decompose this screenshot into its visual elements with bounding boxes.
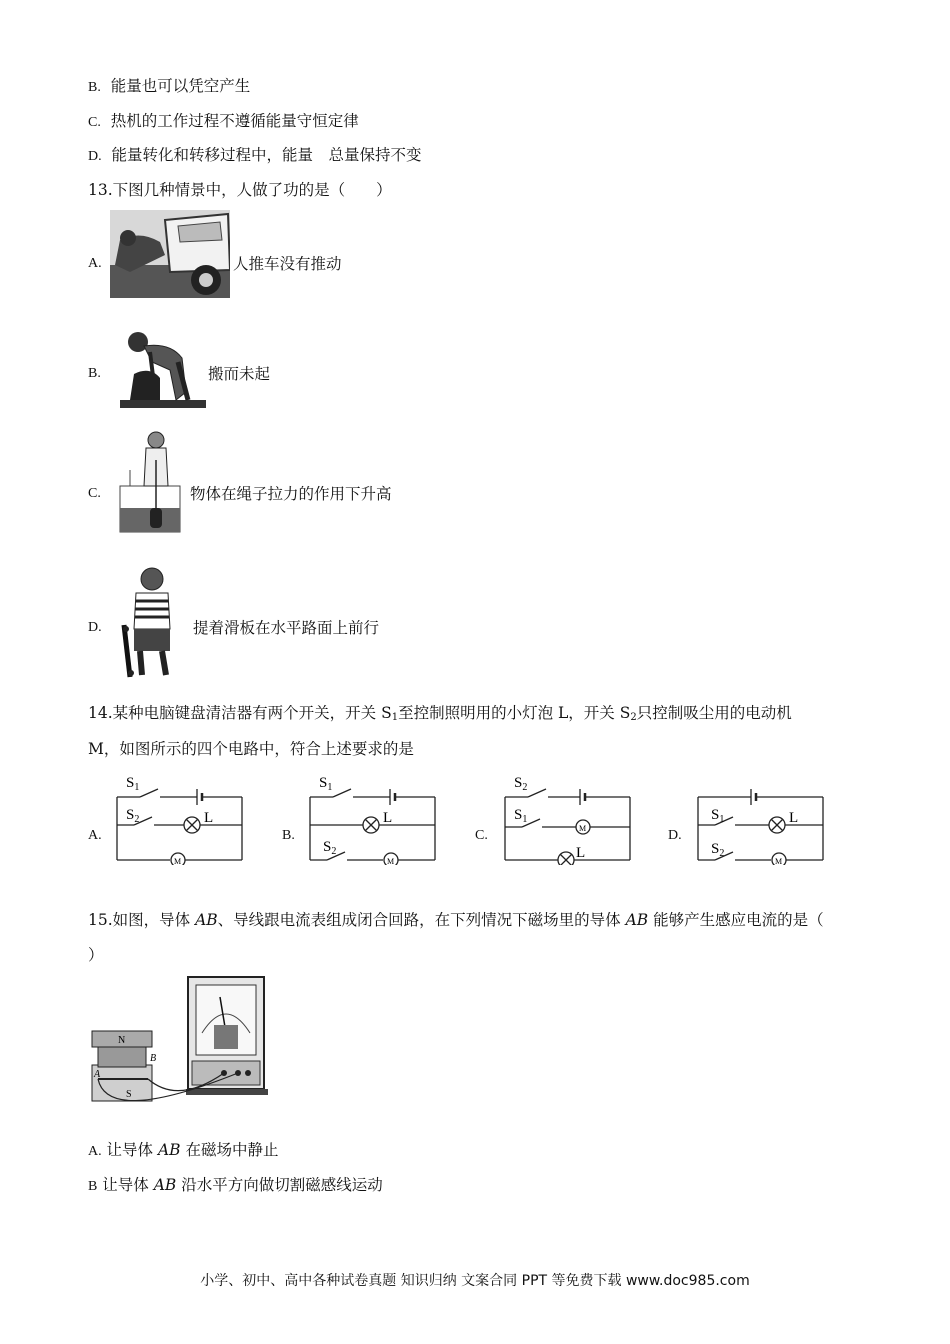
- q13-option-d-text: 提着滑板在水平路面上前行: [193, 619, 380, 637]
- skateboard-illustration: [120, 565, 180, 683]
- q14-option-d-letter: D.: [668, 828, 682, 843]
- m-label-a: M: [174, 857, 182, 865]
- q15-option-b: B 让导体 AB 沿水平方向做切割磁感线运动: [88, 1176, 383, 1194]
- page-footer: 小学、初中、高中各种试卷真题 知识归纳 文案合同 PPT 等免费下载 www.doc985.com: [200, 1273, 750, 1289]
- m-label-d: M: [775, 857, 783, 865]
- q13-option-d-letter: D.: [88, 620, 102, 635]
- q12-option-b: B. 能量也可以凭空产生: [88, 77, 251, 95]
- s1-label-a: $S_1$: [126, 775, 140, 793]
- circuit-d: [693, 775, 828, 865]
- q12-option-c: C. 热机的工作过程不遵循能量守恒定律: [88, 112, 359, 130]
- l-label-c: L: [576, 845, 586, 861]
- s2-label-a: $S_2$: [126, 807, 140, 825]
- point-a-label: A: [94, 1069, 101, 1080]
- south-pole-label: S: [126, 1089, 132, 1100]
- l-label-a: L: [204, 810, 214, 826]
- s2-label-c: $S_2$: [514, 775, 528, 793]
- lift-bag-illustration: [120, 322, 206, 408]
- q14-option-c-letter: C.: [475, 828, 488, 843]
- l-label-b: L: [383, 810, 393, 826]
- l-label-d: L: [789, 810, 799, 826]
- q14-option-a-letter: A.: [88, 828, 102, 843]
- induction-apparatus-illustration: [88, 975, 278, 1123]
- rope-lift-illustration: [118, 430, 182, 534]
- s1-label-d: $S_1$: [711, 807, 725, 825]
- q14-option-b-letter: B.: [282, 828, 295, 843]
- circuit-a: [112, 775, 247, 865]
- m-label-c: M: [579, 824, 587, 833]
- north-pole-label: N: [118, 1035, 126, 1046]
- q13-stem: 13.下图几种情景中，人做了功的是（ ）: [88, 181, 392, 199]
- s2-label-b: $S_2$: [323, 839, 337, 857]
- q13-option-b-letter: B.: [88, 366, 101, 381]
- push-car-illustration: [110, 210, 230, 298]
- circuit-b: [305, 775, 440, 865]
- q13-option-a-letter: A.: [88, 256, 102, 271]
- q15-option-a: A. 让导体 AB 在磁场中静止: [88, 1141, 279, 1159]
- s2-label-d: $S_2$: [711, 841, 725, 859]
- s1-label-b: $S_1$: [319, 775, 333, 793]
- m-label-b: M: [387, 857, 395, 865]
- q14-stem-line1: 14.某种电脑键盘清洁器有两个开关，开关 $S_1$至控制照明用的小灯泡 L，开关 $S_2$只控制吸尘用的电动机: [88, 704, 792, 723]
- q13-option-c-text: 物体在绳子拉力的作用下升高: [190, 485, 392, 503]
- q13-option-a-text: 人推车没有推动: [233, 255, 342, 273]
- point-b-label: B: [150, 1053, 157, 1064]
- q13-option-c-letter: C.: [88, 486, 101, 501]
- q15-stem-line2: ）: [88, 946, 104, 964]
- circuit-c: [500, 775, 635, 865]
- q14-stem-line2: M，如图所示的四个电路中，符合上述要求的是: [88, 740, 414, 758]
- q13-option-b-text: 搬而未起: [208, 365, 271, 383]
- q12-option-d: D. 能量转化和转移过程中，能量 总量保持不变: [88, 146, 422, 164]
- s1-label-c: $S_1$: [514, 807, 528, 825]
- q15-stem-line1: 15.如图，导体 AB、导线跟电流表组成闭合回路，在下列情况下磁场里的导体 AB 能够产生感应电流的是（: [88, 911, 824, 929]
